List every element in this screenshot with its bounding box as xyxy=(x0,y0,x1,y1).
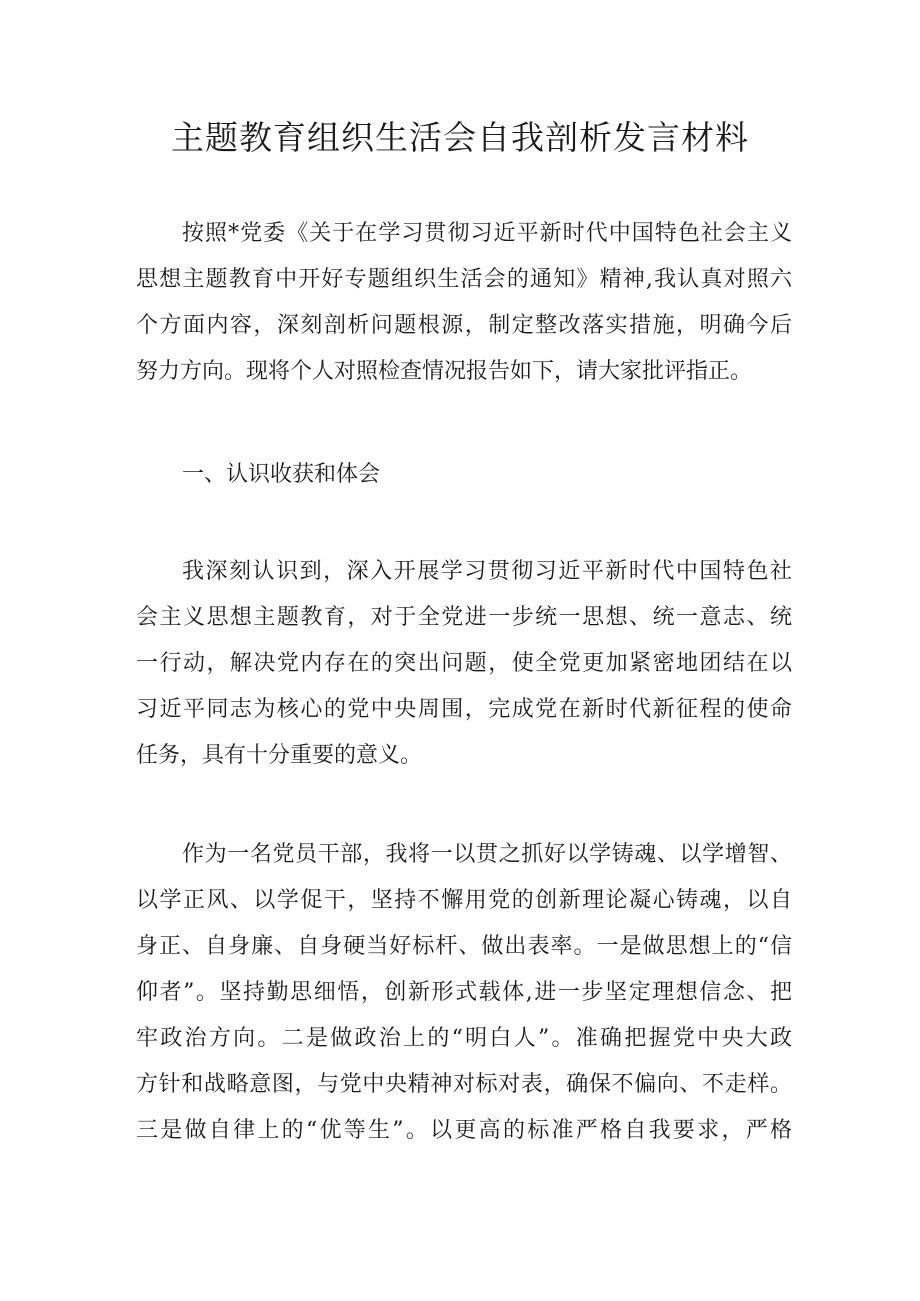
paragraph-commitment xyxy=(136,832,792,1154)
section-heading xyxy=(136,452,792,498)
paragraph-line: 思想主题教育中开好专题组织生活会的通知》精神,我认真对照六 xyxy=(136,267,792,292)
paragraph-line: 三是做自律上的“优等生”。以更高的标准严格自我要求，严格 xyxy=(136,1118,792,1143)
paragraph-line: 方针和战略意图，与党中央精神对标对表，确保不偏向、不走样。 xyxy=(136,1072,792,1097)
paragraph-line: 会主义思想主题教育，对于全党进一步统一思想、统一意志、统 xyxy=(136,605,792,630)
paragraph-line: 以学正风、以学促干，坚持不懈用党的创新理论凝心铸魂，以自 xyxy=(136,888,792,913)
paragraph-line: 努力方向。现将个人对照检查情况报告如下，请大家批评指正。 xyxy=(136,359,753,384)
paragraph-line: 身正、自身廉、自身硬当好标杆、做出表率。一是做思想上的“信 xyxy=(136,934,792,959)
paragraph-line: 一行动，解决党内存在的突出问题，使全党更加紧密地团结在以 xyxy=(136,651,792,676)
paragraph-line: 仰者”。坚持勤思细悟，创新形式载体,进一步坚定理想信念、把 xyxy=(136,980,792,1005)
paragraph-line: 习近平同志为核心的党中央周围，完成党在新时代新征程的使命 xyxy=(136,697,792,722)
paragraph-line: 牢政治方向。二是做政治上的“明白人”。准确把握党中央大政 xyxy=(136,1026,792,1051)
paragraph-line: 我深刻认识到，深入开展学习贯彻习近平新时代中国特色社 xyxy=(182,559,792,584)
paragraph-line: 按照*党委《关于在学习贯彻习近平新时代中国特色社会主义 xyxy=(182,221,792,246)
paragraph-line: 作为一名党员干部，我将一以贯之抓好以学铸魂、以学增智、 xyxy=(182,842,792,867)
paragraph-line: 任务，具有十分重要的意义。 xyxy=(136,743,423,768)
section-heading-text: 一、认识收获和体会 xyxy=(182,462,381,487)
paragraph-intro xyxy=(136,211,792,395)
document-title: 主题教育组织生活会自我剖析发言材料 xyxy=(171,118,749,157)
paragraph-line: 个方面内容，深刻剖析问题根源，制定整改落实措施，明确今后 xyxy=(136,313,792,338)
paragraph-understanding xyxy=(136,549,792,779)
